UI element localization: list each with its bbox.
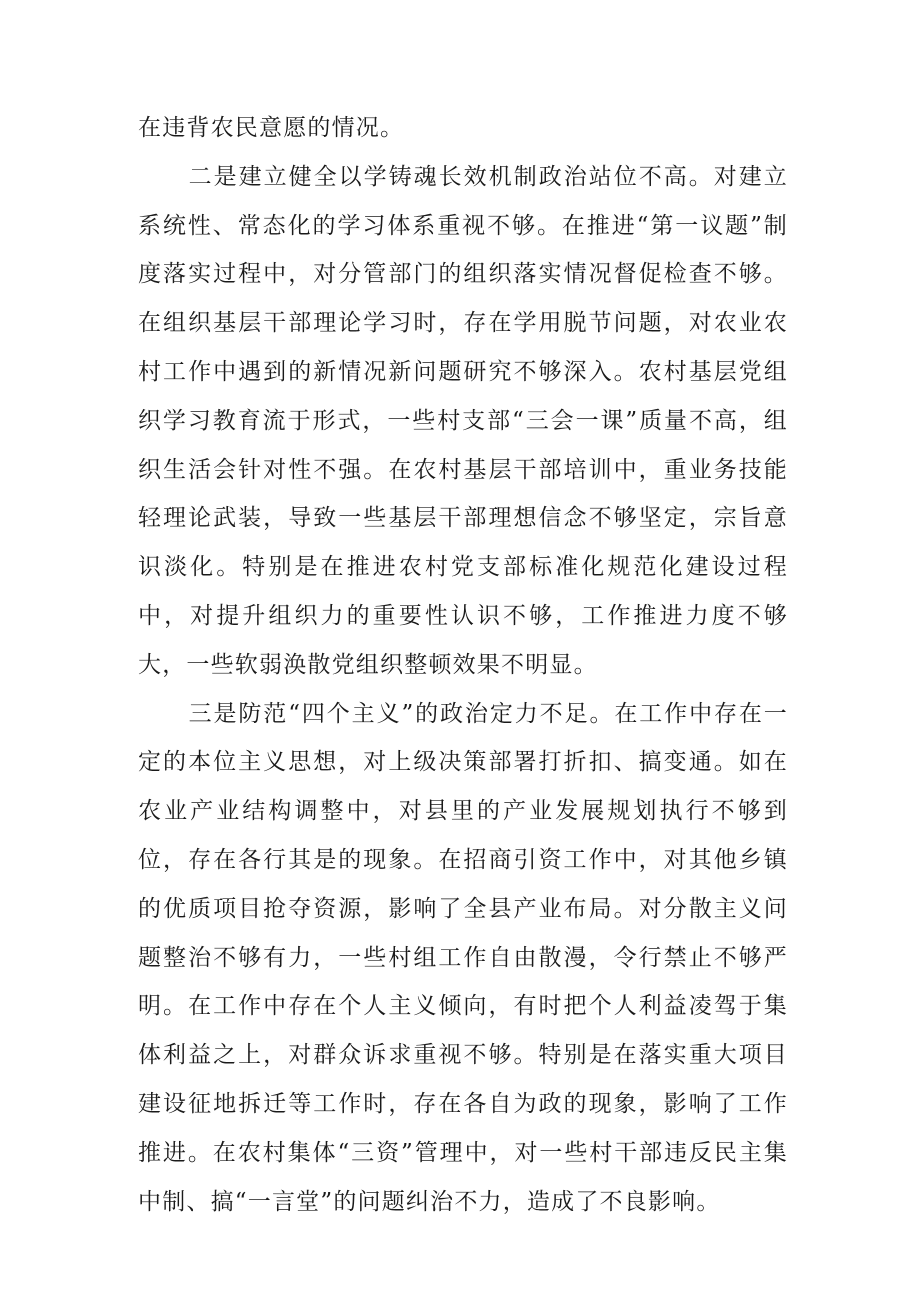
paragraph-point-two: 二是建立健全以学铸魂长效机制政治站位不高。对建立系统性、常态化的学习体系重视不够。在推进“第一议题”制度落实过程中，对分管部门的组织落实情况督促检查不够。在组织基层干部理论学习时，存在学用脱节问题，对农业农村工作中遇到的新情况新问题研究不够深入。农村基层党组织学习教育流于形式，一些村支部“三会一课”质量不高，组织生活会针对性不强。在农村基层干部培训中，重业务技能轻理论武装，导致一些基层干部理想信念不够坚定，宗旨意识淡化。特别是在推进农村党支部标准化规范化建设过程中，对提升组织力的重要性认识不够，工作推进力度不够大，一些软弱涣散党组织整顿效果不明显。 bbox=[138, 163, 788, 678]
document-body bbox=[138, 104, 788, 1226]
paragraph-point-three: 三是防范“四个主义”的政治定力不足。在工作中存在一定的本位主义思想，对上级决策部署打折扣、搞变通。如在农业产业结构调整中，对县里的产业发展规划执行不够到位，存在各行其是的现象。在招商引资工作中，对其他乡镇的优质项目抢夺资源，影响了全县产业布局。对分散主义问题整治不够有力，一些村组工作自由散漫，令行禁止不够严明。在工作中存在个人主义倾向，有时把个人利益凌驾于集体利益之上，对群众诉求重视不够。特别是在落实重大项目建设征地拆迁等工作时，存在各自为政的现象，影响了工作推进。在农村集体“三资”管理中，对一些村干部违反民主集中制、搞“一言堂”的问题纠治不力，造成了不良影响。 bbox=[138, 700, 788, 1215]
paragraph-continuation: 在违背农民意愿的情况。 bbox=[138, 115, 405, 141]
